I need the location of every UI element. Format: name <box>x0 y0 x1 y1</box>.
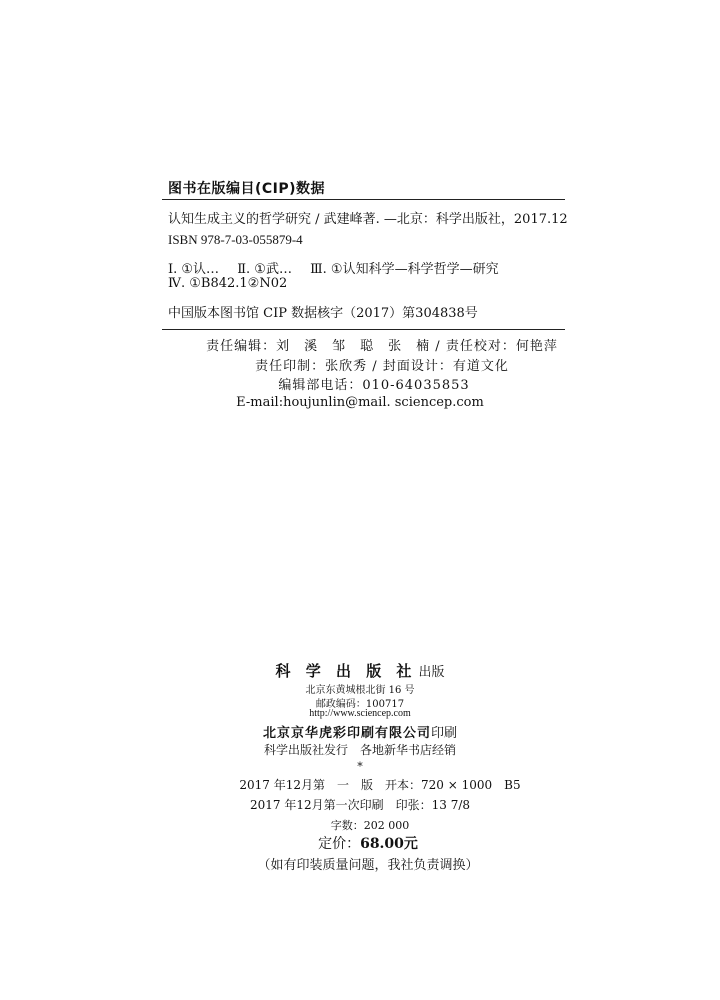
publisher-address: 北京东黄城根北街 16 号 <box>305 685 415 696</box>
printer-name: 北京京华虎彩印刷有限公司 <box>262 726 431 741</box>
price-line <box>8 833 720 853</box>
separator-star: * <box>357 760 363 773</box>
editorial-phone: 编辑部电话：010-64035853 <box>278 378 470 393</box>
price-label: 定价： <box>318 836 361 852</box>
cip-classification-1c: Ⅲ. ①认知科学—科学哲学—研究 <box>310 262 499 277</box>
cip-record-number: 中国版本图书馆 CIP 数据核字（2017）第304838号 <box>168 306 478 321</box>
price-value: 68.00元 <box>360 836 418 852</box>
publisher-name: 科 学 出 版 社 <box>275 662 417 680</box>
printer-line <box>0 722 720 741</box>
impression-line: 2017 年12月第一次印刷 印张：13 7/8 <box>249 798 471 812</box>
cip-classification-2: Ⅳ. ①B842.1②N02 <box>168 276 288 291</box>
cip-isbn: ISBN 978-7-03-055879-4 <box>168 232 303 247</box>
edition-line: 2017 年12月第 一 版 开本：720 × 1000 B5 <box>239 778 521 792</box>
cip-title: 图书在版编目(CIP)数据 <box>168 181 326 197</box>
editors-line: 责任编辑：刘 溪 邹 聪 张 楠 / 责任校对：何艳萍 <box>206 339 558 354</box>
word-count: 字数：202 000 <box>330 819 410 832</box>
cip-description: 认知生成主义的哲学研究 / 武建峰著. —北京：科学出版社，2017.12 <box>168 212 568 227</box>
editorial-email: E-mail:houjunlin@mail. sciencep.com <box>236 395 484 410</box>
cip-bottom-rule <box>162 329 565 330</box>
publisher-zip: 邮政编码：100717 <box>315 699 405 710</box>
cip-top-rule <box>162 199 565 200</box>
publisher-url: http://www.sciencep.com <box>309 708 411 719</box>
publisher-name-line <box>0 660 720 681</box>
cip-classification-1a: Ⅰ. ①认… <box>168 262 220 277</box>
cip-classification-1 <box>168 258 499 277</box>
printer-suffix: 印刷 <box>431 726 458 741</box>
distribution-line: 科学出版社发行 各地新华书店经销 <box>263 743 456 757</box>
publisher-suffix: 出版 <box>418 665 445 680</box>
cip-classification-1b: Ⅱ. ①武… <box>237 262 292 277</box>
production-line: 责任印制：张欣秀 / 封面设计：有道文化 <box>255 359 509 374</box>
quality-notice: （如有印装质量问题，我社负责调换） <box>257 858 479 873</box>
